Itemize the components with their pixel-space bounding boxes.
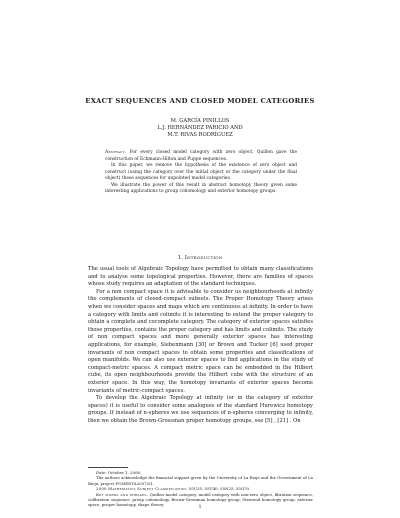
author-line: M.T. RIVAS RODRÍGUEZ bbox=[167, 132, 233, 139]
body-text bbox=[88, 266, 313, 425]
msc-label: 2000 Mathematics Subject Classification. bbox=[96, 486, 188, 492]
body-paragraph: To develop the Algebraic Topology at infinity (or in the category of exterior spaces) it is useful to consider some analogues of the standard Hurewicz homotopy groups. If instead of n-spheres we use sequences of n-spheres converging to infinity, then we obtain the Brown-Grossman proper homotopy groups, see [5] , [21] . On bbox=[88, 395, 313, 424]
footnotes bbox=[88, 470, 313, 508]
abstract bbox=[105, 150, 297, 196]
abstract-label: Abstract. bbox=[105, 150, 127, 155]
date-label: Date bbox=[96, 470, 106, 475]
abstract-text: For every closed model category with zero object, Quillen gave the construction of Eckmann-Hilton and Puppe sequences. bbox=[105, 150, 297, 162]
msc-value: 55U35, 55U40, 55N25, 55Q70. bbox=[188, 486, 251, 492]
section-heading bbox=[0, 255, 400, 261]
footnote-date: Date: October 1, 2008. bbox=[96, 470, 142, 475]
author-line: L.J. HERNÁNDEZ PARICIO AND bbox=[157, 125, 243, 132]
abstract-paragraph bbox=[105, 150, 297, 163]
body-paragraph: The usual tools of Algebraic Topology have permitted to obtain many classifications and to analyse some topological properties. However, there are families of spaces whose study requires an adaptation of the standard techniques. bbox=[88, 266, 313, 288]
section-number: 1. bbox=[177, 255, 183, 261]
footnote-funding: The authors acknowledge the financial support given by the University of La Rioja and the Government of La Rioja, project PCMENTA2007/01. bbox=[88, 475, 313, 486]
page-number: 1 bbox=[198, 505, 202, 510]
author-block bbox=[0, 118, 400, 140]
keywords-value: Quillen model category, model category with non-zero object, fibration sequence, cofibration sequence, group cohomology, Brown-Grossman homotopy group, Steenrod homotopy group, exterior space, proper homotopy, shape theory. bbox=[88, 491, 313, 508]
abstract-paragraph: We illustrate the power of this result in abstract homotopy theory given some interesting applications to group cohomology and exterior homotopy groups. bbox=[105, 182, 297, 194]
footnote-rule bbox=[88, 467, 128, 468]
abstract-paragraph: In this paper, we remove the hypothesis of the existence of zero object and construct (using the category over the initial object or the category under the final object) these sequences for unpointed model categories. bbox=[105, 163, 297, 181]
body-paragraph: For a non compact space it is advisable to consider us neighbourhoods at infinity the complements of closed-compact subsets. The Proper Homotopy Theory arises when we consider spaces and maps which are continuous at infinity. In order to have a category with limits and colimits it is interesting to extend the proper category to obtain a complete and cocomplete category. The category of exterior spaces satisfies those properties, contains the proper category and has limits and colimits. The study of non compact spaces and more generally exterior spaces has interesting applications, for example, Siebenmann [30] or Brown and Tucker [6] used proper invariants of non compact spaces to obtain some properties and classifications of open manifolds. We can also use exterior spaces to find applications in the study of compact-metric spaces. A compact metric space can be embedded in the Hilbert cube, its open neighbourhoods provide the Hilbert cube with the structure of an exterior space. In this way, the homotopy invariants of exterior spaces become invariants of metric-compact spaces. bbox=[88, 288, 313, 394]
author-line: M. GARCÍA PINILLOS bbox=[170, 118, 230, 124]
keywords-label: Key words and phrases. bbox=[96, 491, 149, 497]
date-value: October 1, 2008. bbox=[107, 470, 142, 475]
paper-title: EXACT SEQUENCES AND CLOSED MODEL CATEGORIES bbox=[85, 97, 315, 105]
section-title: Introduction bbox=[184, 255, 223, 261]
